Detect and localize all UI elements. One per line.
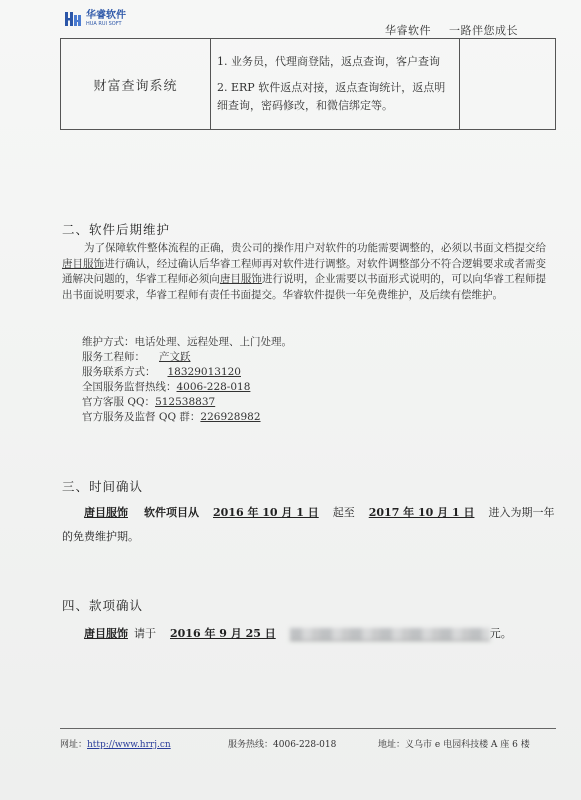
footer-hotline: 服务热线：4006-228-018 — [228, 740, 337, 750]
service-engineer: 服务工程师： 产文跃 — [82, 351, 191, 363]
logo-name-cn: 华睿软件 — [86, 10, 126, 21]
maintenance-paragraph — [62, 241, 546, 303]
maintenance-text-1: 为了保障软件整体流程的正确，贵公司的操作用户对软件的功能需要调整的，必须以书面文档提交给 — [84, 242, 546, 254]
service-qq: 官方客服 QQ：512538837 — [82, 396, 216, 408]
payment-confirm-line: 唐目服饰 请于 2016 年 9 月 25 日 元。 — [84, 627, 512, 640]
logo-name-en: HUA RUI SOFT — [86, 21, 122, 27]
time-confirm-line-2: 的免费维护期。 — [62, 530, 139, 543]
footer-website: 网址：http://www.hrrj.cn — [60, 740, 171, 750]
page-header — [60, 8, 556, 39]
header-company: 华睿软件 — [385, 24, 431, 37]
maintenance-text-2: 进行确认，经过确认后华睿工程师再对软件进行调整。对软件调整部分不符合逻辑要求或者需变通解决问题的，华睿工程师必须向 — [62, 257, 547, 285]
redacted-amount — [290, 628, 490, 641]
section-title-time: 三、时间确认 — [62, 479, 144, 494]
header-slogan — [367, 22, 518, 38]
service-qq-group: 官方服务及监督 QQ 群：226928982 — [82, 411, 261, 423]
service-contact: 服务联系方式： 18329013120 — [82, 366, 241, 378]
website-link[interactable]: http://www.hrrj.cn — [87, 740, 171, 750]
header-motto: 一路伴您成长 — [449, 24, 518, 37]
system-name: 财富查询系统 — [61, 39, 211, 130]
company-logo — [64, 10, 126, 28]
maintenance-method: 维护方式：电话处理、远程处理、上门处理。 — [82, 336, 292, 348]
section-title-payment: 四、款项确认 — [62, 598, 144, 613]
customer-name: 唐目服饰 — [219, 273, 262, 285]
footer-address: 地址：义乌市 e 电园科技楼 A 座 6 楼 — [378, 740, 530, 750]
page-footer — [60, 728, 556, 753]
customer-name: 唐目服饰 — [62, 257, 105, 270]
system-description — [211, 39, 460, 130]
service-hotline: 全国服务监督热线：4006-228-018 — [82, 381, 251, 393]
maintenance-text-3: 进行说明，企业需要以书面形式说明的，可以向华睿工程师提出书面说明要求，华睿工程师有责任书面提交。华睿软件提供一年免费维护，及后续有偿维护。 — [62, 273, 547, 301]
section-title-maintenance: 二、软件后期维护 — [62, 222, 171, 237]
logo-icon — [64, 10, 82, 28]
table-empty-cell — [460, 39, 556, 130]
system-item-1: 1. 业务员，代理商登陆，返点查询，客户查询 — [217, 55, 440, 68]
system-table — [60, 38, 556, 130]
system-item-2: 2. ERP 软件返点对接，返点查询统计，返点明细查询，密码修改，和微信绑定等。 — [217, 81, 446, 112]
time-confirm-line-1: 唐目服饰 软件项目从 2016 年 10 月 1 日 起至 2017 年 10 月 1 日 进入为期一年 — [84, 506, 555, 519]
